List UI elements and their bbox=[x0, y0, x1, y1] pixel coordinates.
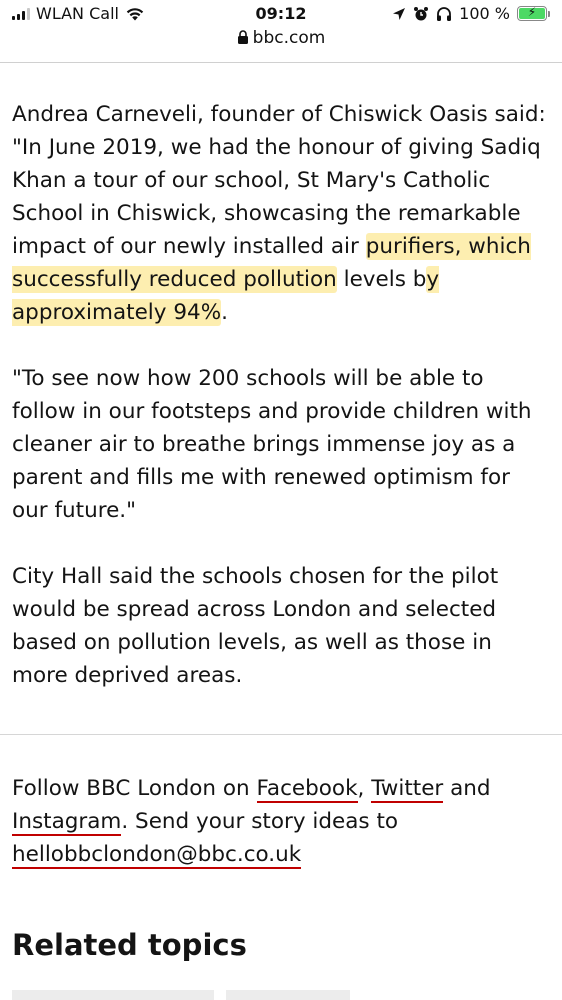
follow-sep: , bbox=[357, 776, 372, 801]
email-link[interactable]: hellobbclondon@bbc.co.uk bbox=[12, 842, 302, 867]
follow-prefix: Follow BBC London on bbox=[12, 776, 257, 801]
alarm-icon bbox=[413, 6, 429, 22]
topic-chip[interactable] bbox=[12, 990, 214, 1000]
status-right bbox=[392, 4, 550, 23]
charging-bolt-icon: ⚡ bbox=[527, 5, 537, 19]
topic-chip[interactable] bbox=[226, 990, 350, 1000]
paragraph-city-hall: City Hall said the schools chosen for the pilot would be spread across London and selected based on pollution levels, as well as those in more deprived areas. bbox=[12, 564, 499, 688]
twitter-link[interactable]: Twitter bbox=[371, 776, 444, 801]
p1-text: Andrea Carneveli, founder of Chiswick Oasis said: "In June 2019, we had the honour of giving Sadiq Khan a tour of our school, St Mary's Catholic School in Chiswick, showcasing the remarkable impact of our newly installed air bbox=[12, 102, 546, 259]
instagram-link[interactable]: Instagram bbox=[12, 809, 122, 834]
location-icon bbox=[392, 7, 406, 21]
carrier-label: WLAN Call bbox=[36, 4, 119, 23]
facebook-link[interactable]: Facebook bbox=[256, 776, 358, 801]
status-bar bbox=[0, 0, 562, 31]
lock-icon bbox=[237, 30, 249, 44]
headphones-icon bbox=[436, 6, 452, 22]
article-body bbox=[12, 98, 548, 725]
paragraph-quote-intro bbox=[12, 98, 548, 329]
url-domain: bbc.com bbox=[252, 28, 326, 48]
follow-and: and bbox=[443, 776, 491, 801]
related-topics-heading: Related topics bbox=[12, 928, 247, 962]
highlight-2: y approximately 94% bbox=[12, 267, 440, 325]
highlight-1: purifiers, which successfully reduced pollution bbox=[12, 234, 531, 292]
paragraph-quote: "To see now how 200 schools will be able to follow in our footsteps and provide children with cleaner air to breathe brings immense joy as a parent and fills me with renewed optimism for our future." bbox=[12, 366, 532, 523]
status-time: 09:12 bbox=[255, 4, 307, 23]
p1-text-end: . bbox=[221, 300, 228, 325]
section-divider bbox=[0, 734, 562, 735]
follow-mid: . Send your story ideas to bbox=[121, 809, 399, 834]
battery-tip bbox=[548, 11, 550, 17]
follow-paragraph bbox=[12, 772, 548, 871]
battery-icon bbox=[517, 6, 547, 21]
address-bar[interactable] bbox=[0, 28, 562, 48]
p1-text-mid: levels b bbox=[336, 267, 427, 292]
header-divider bbox=[0, 62, 562, 63]
battery-percent: 100 % bbox=[459, 4, 510, 23]
